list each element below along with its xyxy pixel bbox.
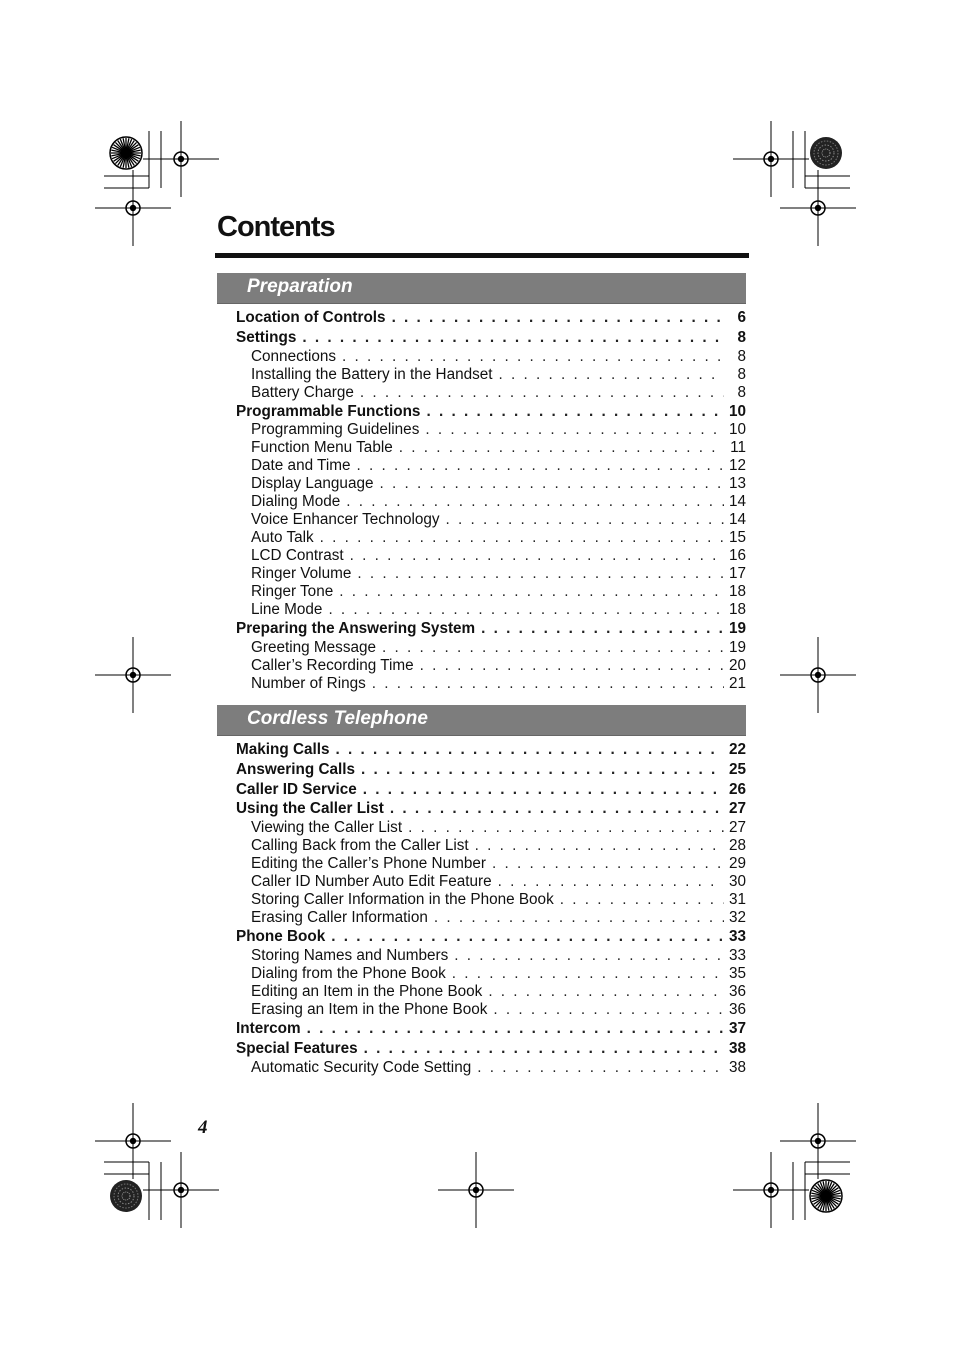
toc-entry-label: Automatic Security Code Setting — [251, 1058, 472, 1076]
toc-entry-label: Caller’s Recording Time — [251, 657, 414, 675]
toc-entry-label: Erasing Caller Information — [251, 909, 428, 927]
toc-entry-page: 15 — [728, 529, 746, 547]
toc-entry-page: 6 — [737, 309, 746, 326]
toc-entry-label: Dialing from the Phone Book — [251, 964, 446, 982]
toc-entry[interactable] — [236, 348, 746, 366]
toc-entry-label: Greeting Message — [251, 639, 376, 657]
toc-entry-page: 11 — [730, 439, 746, 457]
toc-entry-label: Installing the Battery in the Handset — [251, 365, 493, 383]
toc-entry[interactable] — [236, 855, 746, 873]
toc-entry-page: 38 — [728, 1058, 746, 1076]
toc-entry-page: 28 — [728, 837, 746, 855]
toc-entry-page: 27 — [728, 819, 746, 837]
toc-entry-label: Display Language — [251, 475, 374, 493]
toc-entry[interactable] — [236, 965, 746, 983]
toc-entry[interactable] — [236, 328, 746, 348]
toc-entry-page: 31 — [728, 891, 746, 909]
dot-leader — [434, 909, 724, 927]
toc-entry[interactable] — [236, 1019, 746, 1039]
toc-entry-page: 10 — [728, 421, 746, 439]
dot-leader — [475, 837, 724, 855]
toc-entry[interactable] — [236, 927, 746, 947]
toc-entry-label: Ringer Volume — [251, 565, 352, 583]
dot-leader — [488, 983, 724, 1001]
dot-leader — [399, 439, 724, 457]
toc-entry-page: 21 — [728, 675, 746, 693]
toc-entry-page: 32 — [728, 909, 746, 927]
toc-entry-label: Special Features — [236, 1039, 358, 1057]
dot-leader — [454, 947, 724, 965]
toc-entry[interactable] — [236, 493, 746, 511]
toc-entry-label: Storing Caller Information in the Phone Book — [251, 891, 554, 909]
toc-entry-label: Function Menu Table — [251, 439, 393, 457]
toc-entry[interactable] — [236, 565, 746, 583]
dot-leader — [392, 308, 724, 328]
toc-entry[interactable] — [236, 837, 746, 855]
dot-leader — [372, 675, 724, 693]
dot-leader — [331, 927, 724, 947]
toc-list-preparation — [236, 308, 746, 693]
page-number: 4 — [198, 1117, 208, 1138]
toc-entry-page: 37 — [728, 1019, 746, 1037]
toc-entry-page: 14 — [728, 493, 746, 511]
dot-leader — [452, 965, 724, 983]
toc-entry[interactable] — [236, 384, 746, 402]
toc-entry-label: Editing an Item in the Phone Book — [251, 982, 483, 1000]
section-heading: Cordless Telephone — [247, 708, 428, 729]
toc-entry[interactable] — [236, 819, 746, 837]
section-header-cordless-telephone — [217, 705, 746, 736]
dot-leader — [339, 583, 724, 601]
toc-entry-page: 19 — [728, 620, 746, 638]
toc-entry-label: Voice Enhancer Technology — [251, 511, 440, 529]
toc-entry[interactable] — [236, 583, 746, 601]
toc-entry[interactable] — [236, 601, 746, 619]
toc-entry-label: Date and Time — [251, 457, 351, 475]
toc-entry-page: 16 — [728, 547, 746, 565]
dot-leader — [420, 657, 724, 675]
toc-entry[interactable] — [236, 619, 746, 639]
toc-list-cordless-telephone — [236, 740, 746, 1077]
toc-entry-label: Erasing an Item in the Phone Book — [251, 1000, 488, 1018]
toc-entry[interactable] — [236, 402, 746, 422]
toc-entry-page: 12 — [728, 457, 746, 475]
dot-leader — [493, 1001, 724, 1019]
toc-entry[interactable] — [236, 947, 746, 965]
page-title: Contents — [217, 211, 335, 243]
dot-leader — [328, 601, 724, 619]
dot-leader — [342, 348, 724, 366]
toc-entry-label: Caller ID Service — [236, 780, 357, 798]
toc-entry-label: Intercom — [236, 1019, 301, 1037]
toc-entry-page: 22 — [728, 741, 746, 758]
toc-entry-page: 29 — [728, 855, 746, 873]
toc-entry-page: 36 — [728, 982, 746, 1000]
toc-entry-page: 13 — [728, 475, 746, 493]
toc-entry-page: 10 — [728, 402, 746, 420]
toc-entry[interactable] — [236, 909, 746, 927]
toc-entry-label: Settings — [236, 328, 297, 346]
toc-entry-label: Dialing Mode — [251, 493, 341, 511]
toc-entry-label: Battery Charge — [251, 383, 354, 401]
toc-entry-label: LCD Contrast — [251, 547, 344, 565]
toc-entry-label: Caller ID Number Auto Edit Feature — [251, 873, 492, 891]
toc-entry[interactable] — [236, 675, 746, 693]
dot-leader — [357, 565, 724, 583]
toc-entry[interactable] — [236, 1039, 746, 1059]
toc-entry-page: 18 — [728, 601, 746, 619]
toc-entry-page: 19 — [728, 639, 746, 657]
toc-entry-label: Viewing the Caller List — [251, 819, 403, 837]
toc-entry[interactable] — [236, 529, 746, 547]
toc-entry-page: 27 — [728, 800, 746, 818]
dot-leader — [379, 475, 724, 493]
toc-entry-label: Preparing the Answering System — [236, 620, 476, 638]
toc-entry-label: Connections — [251, 347, 337, 365]
toc-entry[interactable] — [236, 421, 746, 439]
toc-entry-label: Calling Back from the Caller List — [251, 837, 469, 855]
toc-entry-page: 14 — [728, 511, 746, 529]
dot-leader — [498, 873, 724, 891]
toc-entry-label: Editing the Caller’s Phone Number — [251, 855, 486, 873]
toc-entry-page: 20 — [728, 657, 746, 675]
dot-leader — [408, 819, 724, 837]
dot-leader — [363, 780, 724, 800]
dot-leader — [350, 547, 724, 565]
toc-entry[interactable] — [236, 1059, 746, 1077]
title-rule — [215, 253, 749, 258]
toc-entry[interactable] — [236, 760, 746, 780]
dot-leader — [346, 493, 724, 511]
dot-leader — [382, 639, 724, 657]
toc-entry-page: 33 — [728, 946, 746, 964]
toc-entry-page: 8 — [737, 328, 746, 346]
toc-entry-page: 30 — [728, 873, 746, 891]
toc-entry[interactable] — [236, 639, 746, 657]
dot-leader — [477, 1059, 724, 1077]
toc-entry[interactable] — [236, 547, 746, 565]
dot-leader — [361, 760, 724, 780]
toc-entry-page: 35 — [728, 964, 746, 982]
toc-entry[interactable] — [236, 439, 746, 457]
dot-leader — [492, 855, 724, 873]
toc-entry-label: Number of Rings — [251, 675, 366, 693]
dot-leader — [360, 384, 724, 402]
toc-entry-page: 8 — [737, 383, 746, 401]
toc-entry-label: Programmable Functions — [236, 402, 421, 420]
dot-leader — [425, 421, 724, 439]
dot-leader — [356, 457, 724, 475]
toc-entry[interactable] — [236, 983, 746, 1001]
toc-entry-label: Ringer Tone — [251, 583, 334, 601]
dot-leader — [560, 891, 724, 909]
toc-entry-label: Answering Calls — [236, 760, 356, 778]
toc-entry-page: 26 — [728, 780, 746, 798]
toc-entry-label: Line Mode — [251, 601, 323, 619]
toc-entry-page: 17 — [728, 565, 746, 583]
toc-entry-page: 33 — [728, 928, 746, 946]
toc-entry[interactable] — [236, 657, 746, 675]
dot-leader — [481, 619, 724, 639]
toc-entry[interactable] — [236, 475, 746, 493]
toc-entry[interactable] — [236, 511, 746, 529]
toc-entry-label: Storing Names and Numbers — [251, 946, 449, 964]
toc-entry-page: 8 — [737, 347, 746, 365]
dot-leader — [307, 1019, 724, 1039]
dot-leader — [499, 366, 725, 384]
dot-leader — [364, 1039, 724, 1059]
toc-entry[interactable] — [236, 799, 746, 819]
toc-entry[interactable] — [236, 366, 746, 384]
toc-entry-label: Programming Guidelines — [251, 421, 420, 439]
toc-entry[interactable] — [236, 457, 746, 475]
dot-leader — [336, 740, 724, 760]
dot-leader — [426, 402, 724, 422]
section-heading: Preparation — [247, 276, 353, 297]
dot-leader — [320, 529, 724, 547]
toc-entry[interactable] — [236, 780, 746, 800]
toc-entry-label: Location of Controls — [236, 309, 386, 326]
toc-entry-label: Making Calls — [236, 741, 330, 758]
toc-entry-page: 38 — [728, 1039, 746, 1057]
toc-entry-page: 8 — [737, 365, 746, 383]
dot-leader — [302, 328, 724, 348]
toc-entry[interactable] — [236, 873, 746, 891]
toc-entry[interactable] — [236, 308, 746, 328]
toc-entry-page: 18 — [728, 583, 746, 601]
toc-entry[interactable] — [236, 1001, 746, 1019]
toc-entry[interactable] — [236, 740, 746, 760]
toc-entry-label: Using the Caller List — [236, 800, 384, 818]
toc-entry-label: Auto Talk — [251, 529, 314, 547]
section-header-preparation — [217, 273, 746, 304]
toc-entry-label: Phone Book — [236, 928, 326, 946]
toc-entry-page: 36 — [728, 1000, 746, 1018]
dot-leader — [390, 799, 724, 819]
toc-entry[interactable] — [236, 891, 746, 909]
toc-entry-page: 25 — [728, 760, 746, 778]
dot-leader — [446, 511, 724, 529]
